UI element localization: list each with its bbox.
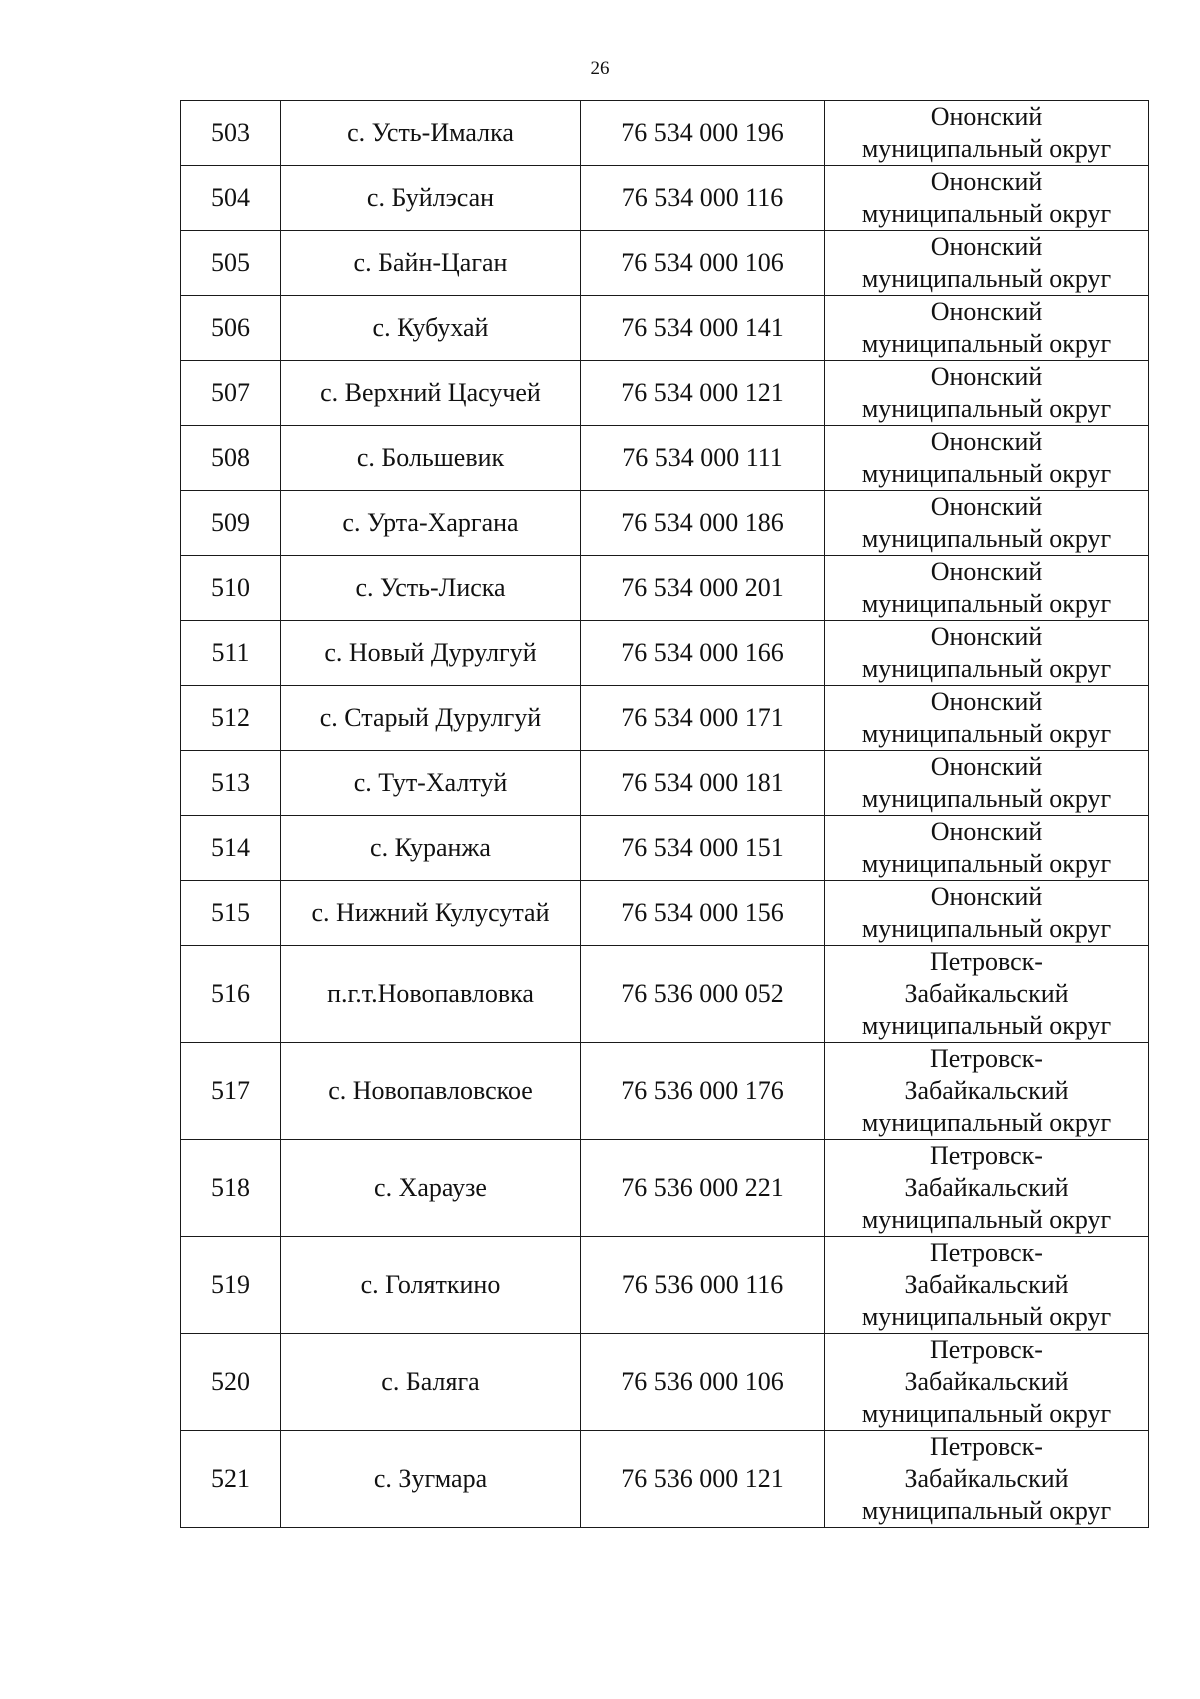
district-line: Петровск- bbox=[930, 1141, 1043, 1170]
district-line: Забайкальский bbox=[904, 1464, 1069, 1493]
table-row bbox=[181, 166, 1149, 231]
district-line: муниципальный округ bbox=[861, 1302, 1112, 1331]
district-line: муниципальный округ bbox=[861, 134, 1112, 163]
table-row bbox=[181, 621, 1149, 686]
row-number-cell: 519 bbox=[181, 1237, 281, 1334]
row-number-cell: 520 bbox=[181, 1334, 281, 1431]
oktmo-code-cell: 76 536 000 106 bbox=[581, 1334, 825, 1431]
district-line: муниципальный округ bbox=[861, 264, 1112, 293]
settlement-name-cell: с. Усть-Ималка bbox=[281, 101, 581, 166]
row-number-cell: 503 bbox=[181, 101, 281, 166]
district-line: муниципальный округ bbox=[861, 1205, 1112, 1234]
settlements-table bbox=[180, 100, 1149, 1528]
row-number-cell: 512 bbox=[181, 686, 281, 751]
district-cell bbox=[825, 751, 1149, 816]
settlement-name-cell: с. Тут-Халтуй bbox=[281, 751, 581, 816]
district-line: Ононский bbox=[930, 622, 1043, 651]
district-cell bbox=[825, 1334, 1149, 1431]
district-line: Забайкальский bbox=[904, 1173, 1069, 1202]
district-cell bbox=[825, 491, 1149, 556]
oktmo-code-cell: 76 534 000 106 bbox=[581, 231, 825, 296]
row-number-cell: 517 bbox=[181, 1043, 281, 1140]
district-cell bbox=[825, 686, 1149, 751]
settlement-name-cell: с. Старый Дурулгуй bbox=[281, 686, 581, 751]
district-line: муниципальный округ bbox=[861, 914, 1112, 943]
row-number-cell: 506 bbox=[181, 296, 281, 361]
row-number-cell: 505 bbox=[181, 231, 281, 296]
settlement-name-cell: с. Новопавловское bbox=[281, 1043, 581, 1140]
settlement-name-cell: с. Кубухай bbox=[281, 296, 581, 361]
table-row bbox=[181, 1237, 1149, 1334]
district-cell bbox=[825, 946, 1149, 1043]
row-number-cell: 514 bbox=[181, 816, 281, 881]
district-line: муниципальный округ bbox=[861, 1108, 1112, 1137]
district-line: муниципальный округ bbox=[861, 589, 1112, 618]
district-cell bbox=[825, 1140, 1149, 1237]
district-line: Ононский bbox=[930, 882, 1043, 911]
table-row bbox=[181, 1043, 1149, 1140]
district-cell bbox=[825, 556, 1149, 621]
table-row bbox=[181, 556, 1149, 621]
table-row bbox=[181, 101, 1149, 166]
district-line: муниципальный округ bbox=[861, 784, 1112, 813]
settlement-name-cell: с. Усть-Лиска bbox=[281, 556, 581, 621]
oktmo-code-cell: 76 536 000 116 bbox=[581, 1237, 825, 1334]
oktmo-code-cell: 76 534 000 141 bbox=[581, 296, 825, 361]
district-cell bbox=[825, 361, 1149, 426]
district-line: Забайкальский bbox=[904, 979, 1069, 1008]
table-row bbox=[181, 296, 1149, 361]
table-row bbox=[181, 686, 1149, 751]
district-cell bbox=[825, 1043, 1149, 1140]
district-cell bbox=[825, 101, 1149, 166]
district-line: муниципальный округ bbox=[861, 1011, 1112, 1040]
oktmo-code-cell: 76 534 000 171 bbox=[581, 686, 825, 751]
oktmo-code-cell: 76 534 000 151 bbox=[581, 816, 825, 881]
oktmo-code-cell: 76 536 000 121 bbox=[581, 1431, 825, 1528]
row-number-cell: 515 bbox=[181, 881, 281, 946]
table-row bbox=[181, 231, 1149, 296]
district-line: Забайкальский bbox=[904, 1367, 1069, 1396]
district-line: муниципальный округ bbox=[861, 1399, 1112, 1428]
table-row bbox=[181, 816, 1149, 881]
oktmo-code-cell: 76 534 000 156 bbox=[581, 881, 825, 946]
oktmo-code-cell: 76 534 000 201 bbox=[581, 556, 825, 621]
district-cell bbox=[825, 621, 1149, 686]
table-row bbox=[181, 1140, 1149, 1237]
district-line: Петровск- bbox=[930, 947, 1043, 976]
row-number-cell: 504 bbox=[181, 166, 281, 231]
row-number-cell: 507 bbox=[181, 361, 281, 426]
settlement-name-cell: с. Новый Дурулгуй bbox=[281, 621, 581, 686]
table-row bbox=[181, 881, 1149, 946]
district-line: муниципальный округ bbox=[861, 524, 1112, 553]
district-line: Ононский bbox=[930, 427, 1043, 456]
table-body bbox=[181, 101, 1149, 1528]
table-row bbox=[181, 491, 1149, 556]
settlement-name-cell: с. Нижний Кулусутай bbox=[281, 881, 581, 946]
district-line: муниципальный округ bbox=[861, 719, 1112, 748]
settlement-name-cell: с. Голяткино bbox=[281, 1237, 581, 1334]
oktmo-code-cell: 76 536 000 052 bbox=[581, 946, 825, 1043]
district-line: Петровск- bbox=[930, 1238, 1043, 1267]
district-line: муниципальный округ bbox=[861, 849, 1112, 878]
district-line: Петровск- bbox=[930, 1432, 1043, 1461]
district-line: Ононский bbox=[930, 557, 1043, 586]
settlement-name-cell: с. Хараузе bbox=[281, 1140, 581, 1237]
district-line: Петровск- bbox=[930, 1044, 1043, 1073]
oktmo-code-cell: 76 536 000 176 bbox=[581, 1043, 825, 1140]
district-line: муниципальный округ bbox=[861, 654, 1112, 683]
oktmo-code-cell: 76 534 000 181 bbox=[581, 751, 825, 816]
oktmo-code-cell: 76 534 000 121 bbox=[581, 361, 825, 426]
district-cell bbox=[825, 426, 1149, 491]
settlement-name-cell: с. Байн-Цаган bbox=[281, 231, 581, 296]
row-number-cell: 509 bbox=[181, 491, 281, 556]
row-number-cell: 508 bbox=[181, 426, 281, 491]
district-cell bbox=[825, 166, 1149, 231]
table-row bbox=[181, 946, 1149, 1043]
district-line: Ононский bbox=[930, 752, 1043, 781]
row-number-cell: 513 bbox=[181, 751, 281, 816]
oktmo-code-cell: 76 534 000 116 bbox=[581, 166, 825, 231]
district-line: муниципальный округ bbox=[861, 1496, 1112, 1525]
district-line: муниципальный округ bbox=[861, 329, 1112, 358]
district-cell bbox=[825, 231, 1149, 296]
district-line: Ононский bbox=[930, 102, 1043, 131]
oktmo-code-cell: 76 534 000 166 bbox=[581, 621, 825, 686]
page-number: 26 bbox=[590, 58, 610, 79]
settlement-name-cell: с. Куранжа bbox=[281, 816, 581, 881]
settlement-name-cell: с. Верхний Цасучей bbox=[281, 361, 581, 426]
row-number-cell: 510 bbox=[181, 556, 281, 621]
settlement-name-cell: с. Зугмара bbox=[281, 1431, 581, 1528]
district-line: муниципальный округ bbox=[861, 394, 1112, 423]
district-line: Ононский bbox=[930, 232, 1043, 261]
settlement-name-cell: с. Большевик bbox=[281, 426, 581, 491]
settlement-name-cell: п.г.т.Новопавловка bbox=[281, 946, 581, 1043]
settlement-name-cell: с. Буйлэсан bbox=[281, 166, 581, 231]
district-cell bbox=[825, 296, 1149, 361]
district-cell bbox=[825, 1431, 1149, 1528]
district-cell bbox=[825, 881, 1149, 946]
district-cell bbox=[825, 816, 1149, 881]
district-line: муниципальный округ bbox=[861, 199, 1112, 228]
district-line: Ононский bbox=[930, 687, 1043, 716]
row-number-cell: 516 bbox=[181, 946, 281, 1043]
table-row bbox=[181, 751, 1149, 816]
district-line: муниципальный округ bbox=[861, 459, 1112, 488]
district-line: Ононский bbox=[930, 492, 1043, 521]
oktmo-code-cell: 76 534 000 111 bbox=[581, 426, 825, 491]
table-row bbox=[181, 426, 1149, 491]
oktmo-code-cell: 76 534 000 196 bbox=[581, 101, 825, 166]
district-cell bbox=[825, 1237, 1149, 1334]
district-line: Забайкальский bbox=[904, 1270, 1069, 1299]
settlement-name-cell: с. Урта-Харгана bbox=[281, 491, 581, 556]
district-line: Ононский bbox=[930, 297, 1043, 326]
table-row bbox=[181, 1431, 1149, 1528]
oktmo-code-cell: 76 534 000 186 bbox=[581, 491, 825, 556]
district-line: Ононский bbox=[930, 817, 1043, 846]
district-line: Ононский bbox=[930, 167, 1043, 196]
district-line: Забайкальский bbox=[904, 1076, 1069, 1105]
row-number-cell: 521 bbox=[181, 1431, 281, 1528]
oktmo-code-cell: 76 536 000 221 bbox=[581, 1140, 825, 1237]
settlement-name-cell: с. Баляга bbox=[281, 1334, 581, 1431]
table-row bbox=[181, 361, 1149, 426]
district-line: Ононский bbox=[930, 362, 1043, 391]
row-number-cell: 511 bbox=[181, 621, 281, 686]
table-row bbox=[181, 1334, 1149, 1431]
row-number-cell: 518 bbox=[181, 1140, 281, 1237]
district-line: Петровск- bbox=[930, 1335, 1043, 1364]
